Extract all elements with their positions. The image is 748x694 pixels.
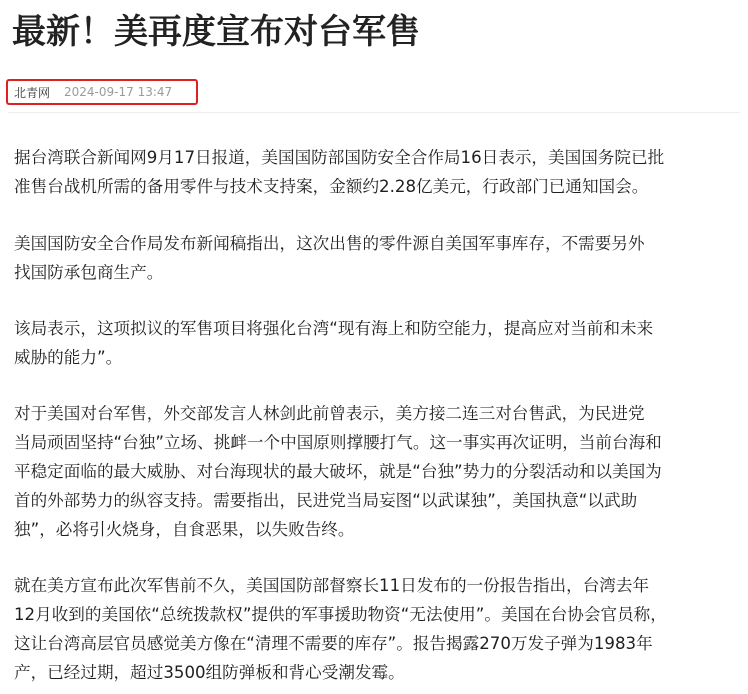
paragraph-line: 平稳定面临的最大威胁、对台海现状的最大破坏，就是“台独”势力的分裂活动和以美国为 xyxy=(14,462,662,481)
paragraph-1 xyxy=(14,143,664,201)
paragraph-4 xyxy=(14,399,662,544)
paragraph-line: 据台湾联合新闻网9月17日报道，美国国防部国防安全合作局16日表示，美国国务院已批 xyxy=(14,148,665,167)
paragraph-line: 找国防承包商生产。 xyxy=(14,263,164,282)
paragraph-line: 独”，必将引火烧身，自食恶果，以失败告终。 xyxy=(14,520,355,539)
paragraph-line: 12月收到的美国依“总统拨款权”提供的军事援助物资“无法使用”。美国在台协会官员称， xyxy=(14,605,667,624)
paragraph-line: 准售台战机所需的备用零件与技术支持案，金额约2.28亿美元，行政部门已通知国会。 xyxy=(14,177,649,196)
paragraph-line: 当局顽固坚持“台独”立场、挑衅一个中国原则撑腰打气。这一事实再次证明，当前台海和 xyxy=(14,433,662,452)
paragraph-line: 该局表示，这项拟议的军售项目将强化台湾“现有海上和防空能力，提高应对当前和未来 xyxy=(14,319,654,338)
paragraph-line: 威胁的能力”。 xyxy=(14,348,123,367)
paragraph-line: 产，已经过期，超过3500组防弹板和背心受潮发霉。 xyxy=(14,663,405,682)
paragraph-5 xyxy=(14,571,667,687)
paragraph-line: 这让台湾高层官员感觉美方像在“清理不需要的库存”。报告揭露270万发子弹为1983年 xyxy=(14,634,653,653)
paragraph-line: 就在美方宣布此次军售前不久，美国国防部督察长11日发布的一份报告指出，台湾去年 xyxy=(14,576,650,595)
paragraph-2 xyxy=(14,229,645,287)
article-meta-highlight xyxy=(6,79,198,105)
article-title: 最新！美再度宣布对台军售 xyxy=(12,12,420,52)
header-divider xyxy=(8,112,740,113)
paragraph-line: 美国国防安全合作局发布新闻稿指出，这次出售的零件源自美国军事库存，不需要另外 xyxy=(14,234,645,253)
paragraph-line: 对于美国对台军售，外交部发言人林剑此前曾表示，美方接二连三对台售武，为民进党 xyxy=(14,404,645,423)
paragraph-3 xyxy=(14,314,653,372)
paragraph-line: 首的外部势力的纵容支持。需要指出，民进党当局妄图“以武谋独”，美国执意“以武助 xyxy=(14,491,638,510)
article-source[interactable]: 北青网 xyxy=(14,85,51,100)
article-timestamp: 2024-09-17 13:47 xyxy=(64,85,173,99)
